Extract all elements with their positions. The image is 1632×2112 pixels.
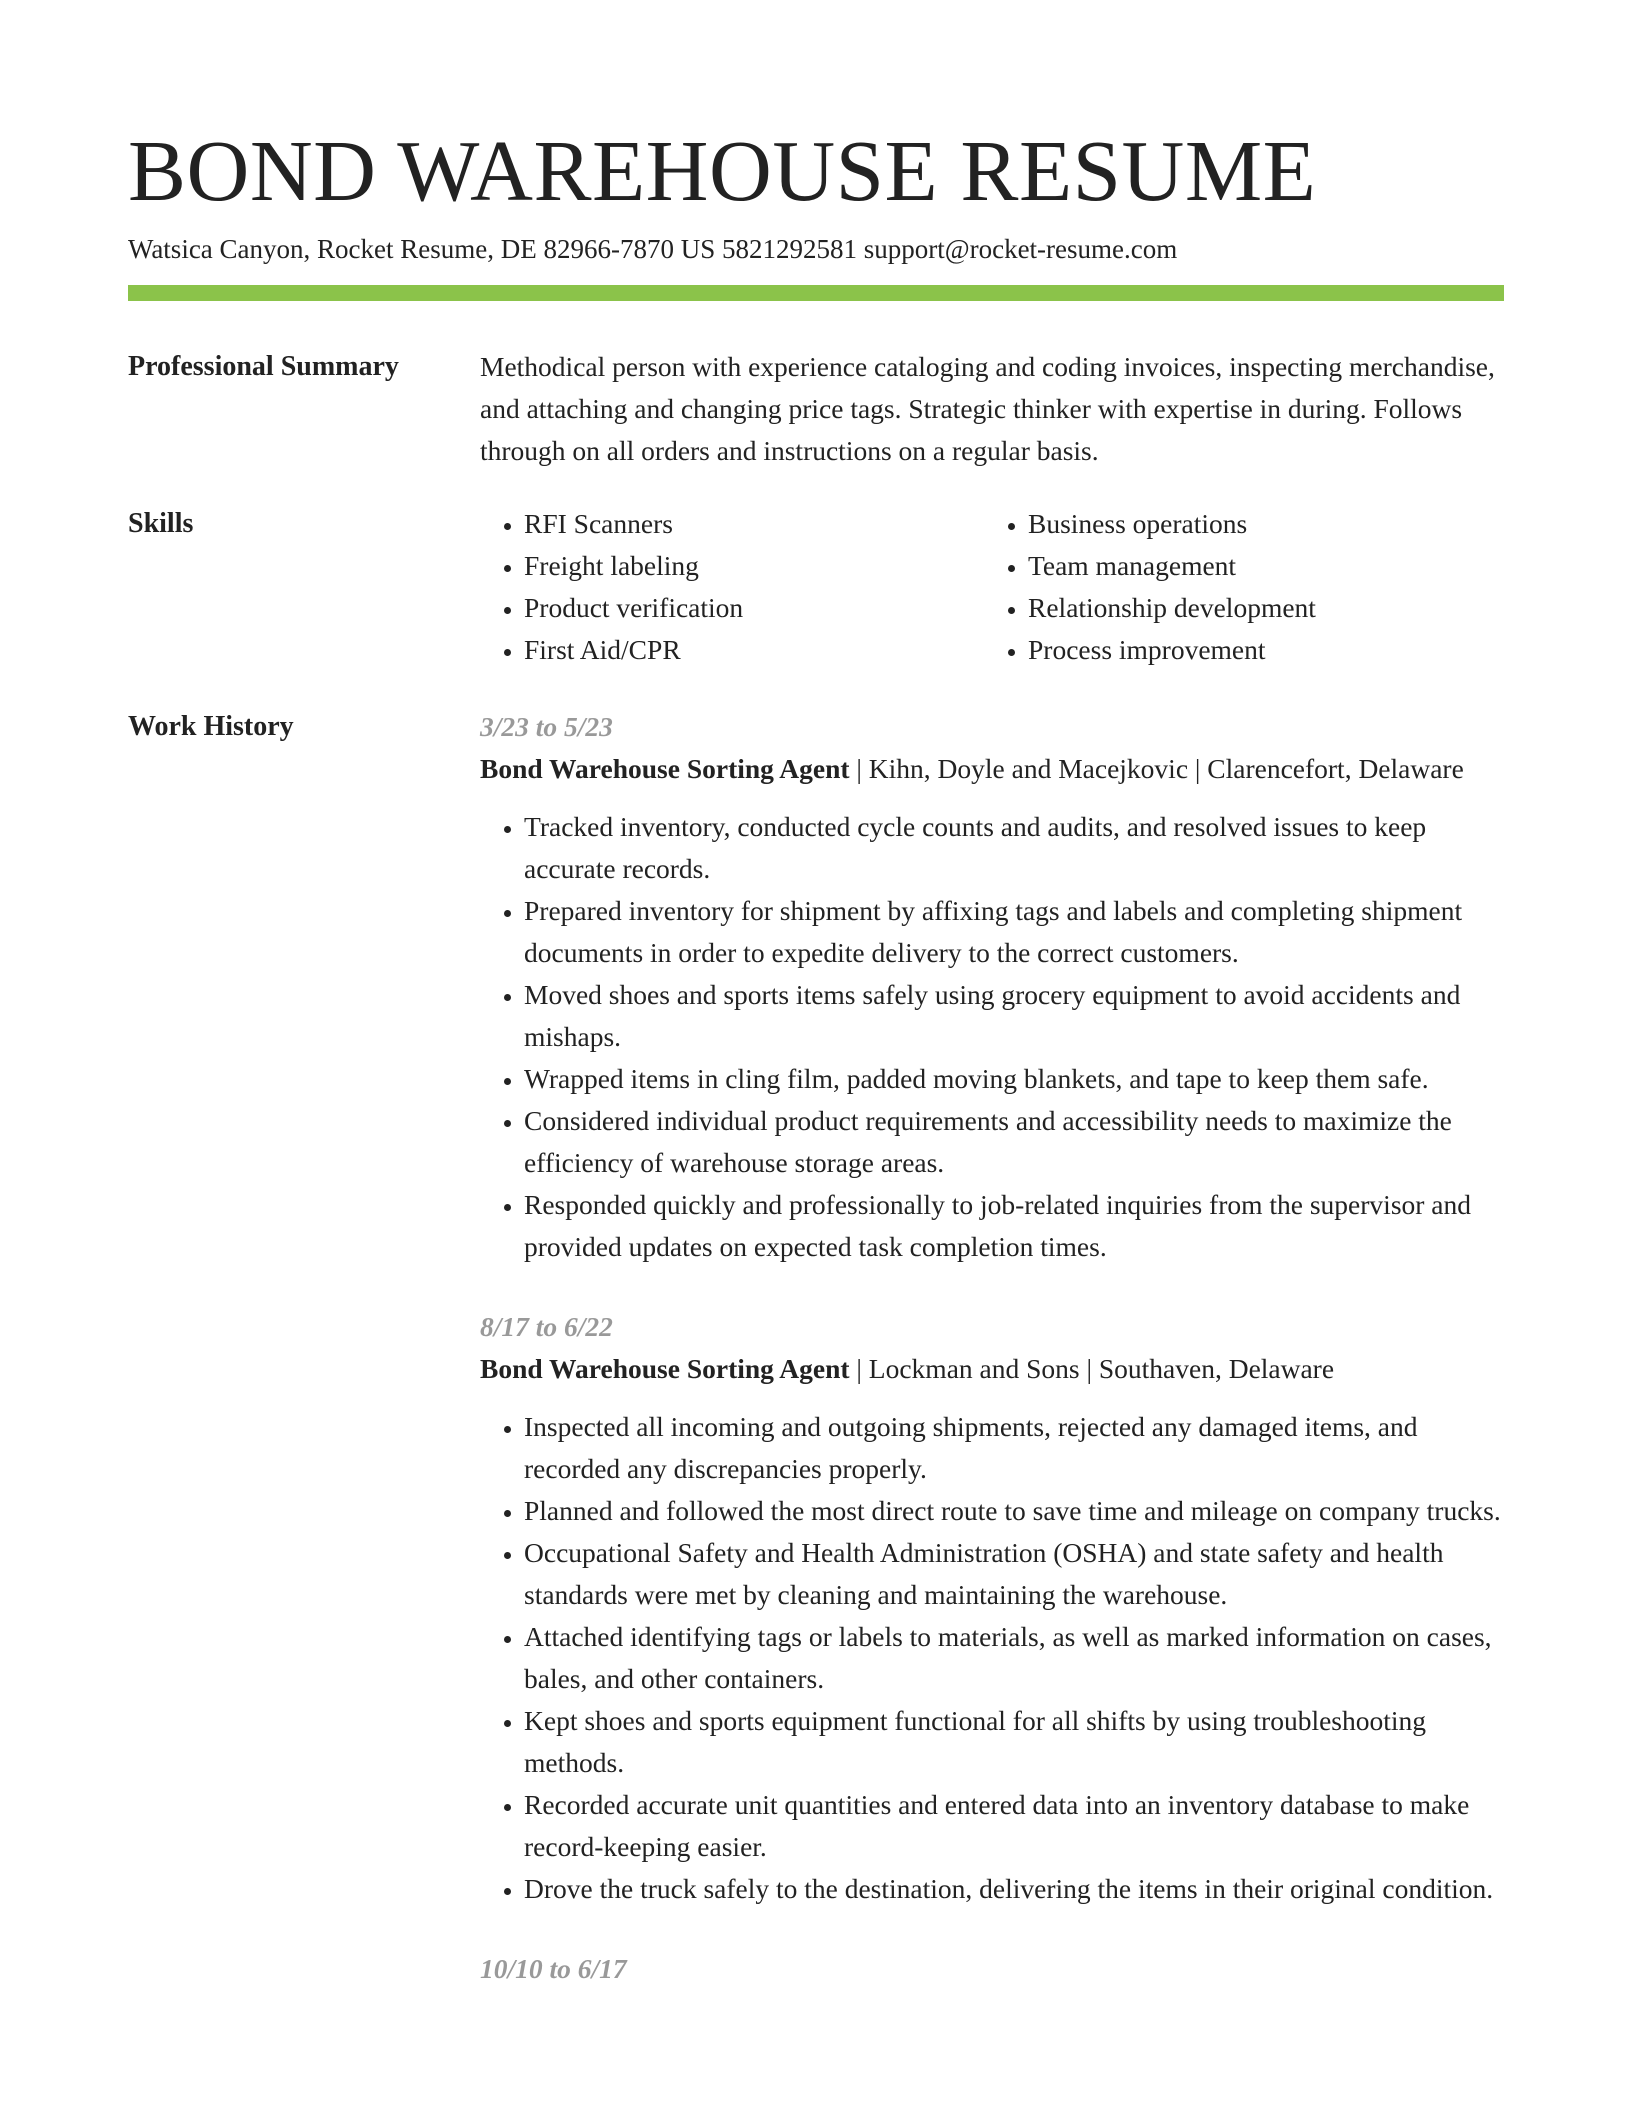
job-duty-item: • Responded quickly and professionally to job-related inquiries from the supervisor and provided updates on expected task completion times.	[524, 1184, 1504, 1268]
accent-divider	[128, 285, 1504, 301]
summary-text: Methodical person with experience cataloging and coding invoices, inspecting merchandise, and attaching and changing price tags. Strategic thinker with expertise in during. Follows through on all orders and instructions on a regular basis.	[480, 351, 1495, 466]
work-history-label: Work History	[128, 711, 294, 742]
skill-item: • Product verification	[524, 587, 984, 629]
job-duty-item: • Planned and followed the most direct route to save time and mileage on company trucks.	[524, 1490, 1504, 1532]
skills-body	[480, 503, 1504, 671]
skills-label: Skills	[128, 508, 194, 539]
job-entry	[480, 1948, 1504, 1990]
skill-item: • RFI Scanners	[524, 503, 984, 545]
skill-item: • Team management	[1028, 545, 1488, 587]
job-duty-item: • Prepared inventory for shipment by affixing tags and labels and completing shipment documents in order to expedite delivery to the correct customers.	[524, 890, 1504, 974]
skills-columns	[480, 503, 1504, 671]
job-duty-item: • Kept shoes and sports equipment functional for all shifts by using troubleshooting methods.	[524, 1700, 1504, 1784]
job-duty-item: • Attached identifying tags or labels to materials, as well as marked information on cases, bales, and other containers.	[524, 1616, 1504, 1700]
job-dates: 3/23 to 5/23	[480, 711, 613, 742]
job-duty-item: • Moved shoes and sports items safely using grocery equipment to avoid accidents and mishaps.	[524, 974, 1504, 1058]
job-duty-item: • Recorded accurate unit quantities and entered data into an inventory database to make record-keeping easier.	[524, 1784, 1504, 1868]
skill-item: • Process improvement	[1028, 629, 1488, 671]
job-heading	[480, 748, 1504, 790]
job-duty-item: • Considered individual product requirements and accessibility needs to maximize the efficiency of warehouse storage areas.	[524, 1100, 1504, 1184]
job-employer-location: | Kihn, Doyle and Macejkovic | Clarencefort, Delaware	[849, 753, 1464, 784]
skill-item: • Relationship development	[1028, 587, 1488, 629]
job-title: Bond Warehouse Sorting Agent	[480, 753, 850, 784]
job-heading	[480, 1348, 1504, 1390]
summary-body	[480, 346, 1504, 472]
job-dates: 8/17 to 6/22	[480, 1311, 613, 1342]
work-history-body	[480, 706, 1504, 1990]
job-duty-item: • Wrapped items in cling film, padded moving blankets, and tape to keep them safe.	[524, 1058, 1504, 1100]
skill-item: • Business operations	[1028, 503, 1488, 545]
job-duties-list	[480, 1406, 1504, 1910]
resume-title: BOND WAREHOUSE RESUME	[128, 122, 1317, 219]
skills-list-right	[984, 503, 1488, 671]
summary-label: Professional Summary	[128, 351, 399, 382]
job-title: Bond Warehouse Sorting Agent	[480, 1353, 850, 1384]
job-duties-list	[480, 806, 1504, 1268]
skill-item: • Freight labeling	[524, 545, 984, 587]
job-duty-item: • Occupational Safety and Health Administration (OSHA) and state safety and health standards were met by cleaning and maintaining the warehouse.	[524, 1532, 1504, 1616]
job-duty-item: • Drove the truck safely to the destination, delivering the items in their original condition.	[524, 1868, 1504, 1910]
skill-item: • First Aid/CPR	[524, 629, 984, 671]
job-dates: 10/10 to 6/17	[480, 1953, 627, 1984]
job-duty-item: • Inspected all incoming and outgoing shipments, rejected any damaged items, and recorded any discrepancies properly.	[524, 1406, 1504, 1490]
job-entry	[480, 706, 1504, 1268]
contact-line: Watsica Canyon, Rocket Resume, DE 82966-7870 US 5821292581 support@rocket-resume.com	[128, 234, 1178, 264]
skills-list-left	[480, 503, 984, 671]
job-duty-item: • Tracked inventory, conducted cycle counts and audits, and resolved issues to keep accurate records.	[524, 806, 1504, 890]
job-entry	[480, 1306, 1504, 1910]
job-employer-location: | Lockman and Sons | Southaven, Delaware	[849, 1353, 1335, 1384]
